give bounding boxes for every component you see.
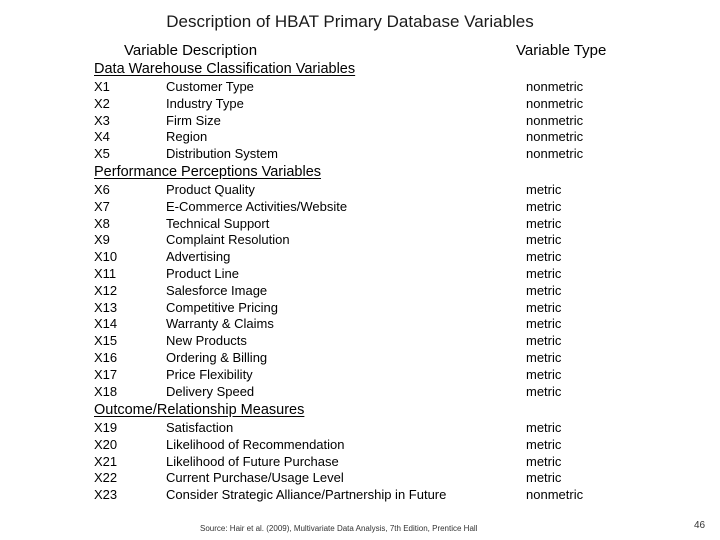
variable-code: X2 — [94, 95, 110, 111]
variable-description: Complaint Resolution — [166, 232, 290, 248]
variable-code: X11 — [94, 265, 117, 281]
variable-description: Price Flexibility — [166, 366, 253, 382]
variable-type: metric — [526, 182, 562, 197]
variable-description: Industry Type — [166, 95, 244, 111]
variable-type: metric — [526, 470, 562, 486]
variable-row — [94, 470, 634, 487]
variable-type: metric — [526, 299, 562, 315]
slide-title: Description of HBAT Primary Database Variables — [166, 12, 534, 31]
variable-row — [94, 113, 634, 130]
variable-description: Satisfaction — [166, 420, 234, 435]
variable-code: X18 — [94, 383, 118, 399]
variable-row — [94, 283, 634, 300]
variable-row — [94, 437, 634, 454]
variable-code: X13 — [94, 299, 118, 315]
variable-type: nonmetric — [526, 79, 584, 94]
variable-description: Ordering & Billing — [166, 349, 268, 365]
variable-type: metric — [526, 316, 562, 332]
variable-type: metric — [526, 198, 562, 214]
variable-description: Salesforce Image — [166, 282, 268, 298]
variable-code: X19 — [94, 420, 118, 435]
variable-code: X15 — [94, 333, 118, 349]
variable-type: metric — [526, 436, 562, 452]
variable-code: X10 — [94, 249, 118, 265]
variable-description: Likelihood of Recommendation — [166, 436, 345, 452]
variable-code: X14 — [94, 316, 118, 332]
variable-type: metric — [526, 333, 562, 349]
variable-code: X7 — [94, 198, 110, 214]
variable-row — [94, 384, 634, 401]
variable-type: nonmetric — [526, 95, 584, 111]
variable-row — [94, 367, 634, 384]
section-label-outcome: Outcome/Relationship Measures — [94, 402, 305, 418]
variable-row — [94, 232, 634, 249]
variable-type: nonmetric — [526, 112, 584, 128]
variable-row — [94, 96, 634, 113]
column-header-type: Variable Type — [516, 42, 607, 59]
variable-code: X6 — [94, 182, 110, 197]
variable-code: X12 — [94, 282, 118, 298]
variable-description: Region — [166, 129, 208, 145]
variable-row — [94, 487, 634, 504]
variable-description: Technical Support — [166, 215, 270, 231]
variable-type: metric — [526, 232, 562, 248]
variable-code: X22 — [94, 470, 118, 486]
page-number: 46 — [694, 520, 706, 531]
variable-row — [94, 182, 634, 199]
variable-row — [94, 199, 634, 216]
variable-list-performance — [94, 182, 634, 400]
variable-list-data-warehouse — [94, 79, 634, 163]
variable-type: metric — [526, 282, 562, 298]
column-header-description: Variable Description — [124, 42, 258, 59]
variable-code: X4 — [94, 129, 110, 145]
variable-row — [94, 420, 634, 437]
variable-description: Consider Strategic Alliance/Partnership in Future — [166, 487, 447, 503]
variable-description: Delivery Speed — [166, 383, 255, 399]
variable-description: Competitive Pricing — [166, 299, 278, 315]
variable-description: Advertising — [166, 249, 231, 265]
variable-code: X17 — [94, 366, 118, 382]
variable-description: Likelihood of Future Purchase — [166, 453, 339, 469]
variable-code: X5 — [94, 146, 110, 162]
variable-description: Firm Size — [166, 112, 221, 128]
variable-code: X3 — [94, 112, 110, 128]
variable-code: X23 — [94, 487, 118, 503]
variable-row — [94, 129, 634, 146]
variable-type: metric — [526, 366, 562, 382]
variable-row — [94, 79, 634, 96]
variable-row — [94, 300, 634, 317]
variable-row — [94, 333, 634, 350]
variable-list-outcome — [94, 420, 634, 504]
variable-description: Warranty & Claims — [166, 316, 274, 332]
variable-row — [94, 146, 634, 163]
variable-code: X1 — [94, 79, 110, 94]
variable-type: nonmetric — [526, 129, 584, 145]
variable-type: nonmetric — [526, 146, 584, 162]
variable-description: Product Quality — [166, 182, 255, 197]
variable-type: metric — [526, 265, 562, 281]
section-label-data-warehouse: Data Warehouse Classification Variables — [94, 61, 356, 77]
variable-code: X16 — [94, 349, 118, 365]
variable-code: X20 — [94, 436, 118, 452]
variable-row — [94, 266, 634, 283]
variable-row — [94, 249, 634, 266]
variable-type: metric — [526, 420, 562, 435]
variable-row — [94, 216, 634, 233]
variable-type: metric — [526, 383, 562, 399]
variable-description: Customer Type — [166, 79, 254, 94]
variable-row — [94, 454, 634, 471]
variable-type: metric — [526, 215, 562, 231]
variable-description: Product Line — [166, 265, 239, 281]
variable-row — [94, 350, 634, 367]
variable-description: New Products — [166, 333, 247, 349]
section-label-performance: Performance Perceptions Variables — [94, 164, 322, 180]
variable-type: metric — [526, 453, 562, 469]
variable-code: X9 — [94, 232, 110, 248]
variable-description: E-Commerce Activities/Website — [166, 198, 348, 214]
variable-type: nonmetric — [526, 487, 584, 503]
variable-description: Distribution System — [166, 146, 278, 162]
variable-type: metric — [526, 249, 562, 265]
source-citation: Source: Hair et al. (2009), Multivariate Data Analysis, 7th Edition, Prentice Hall — [200, 524, 478, 533]
variable-type: metric — [526, 349, 562, 365]
variable-code: X8 — [94, 215, 110, 231]
variable-code: X21 — [94, 453, 118, 469]
variable-description: Current Purchase/Usage Level — [166, 470, 344, 486]
variable-row — [94, 316, 634, 333]
